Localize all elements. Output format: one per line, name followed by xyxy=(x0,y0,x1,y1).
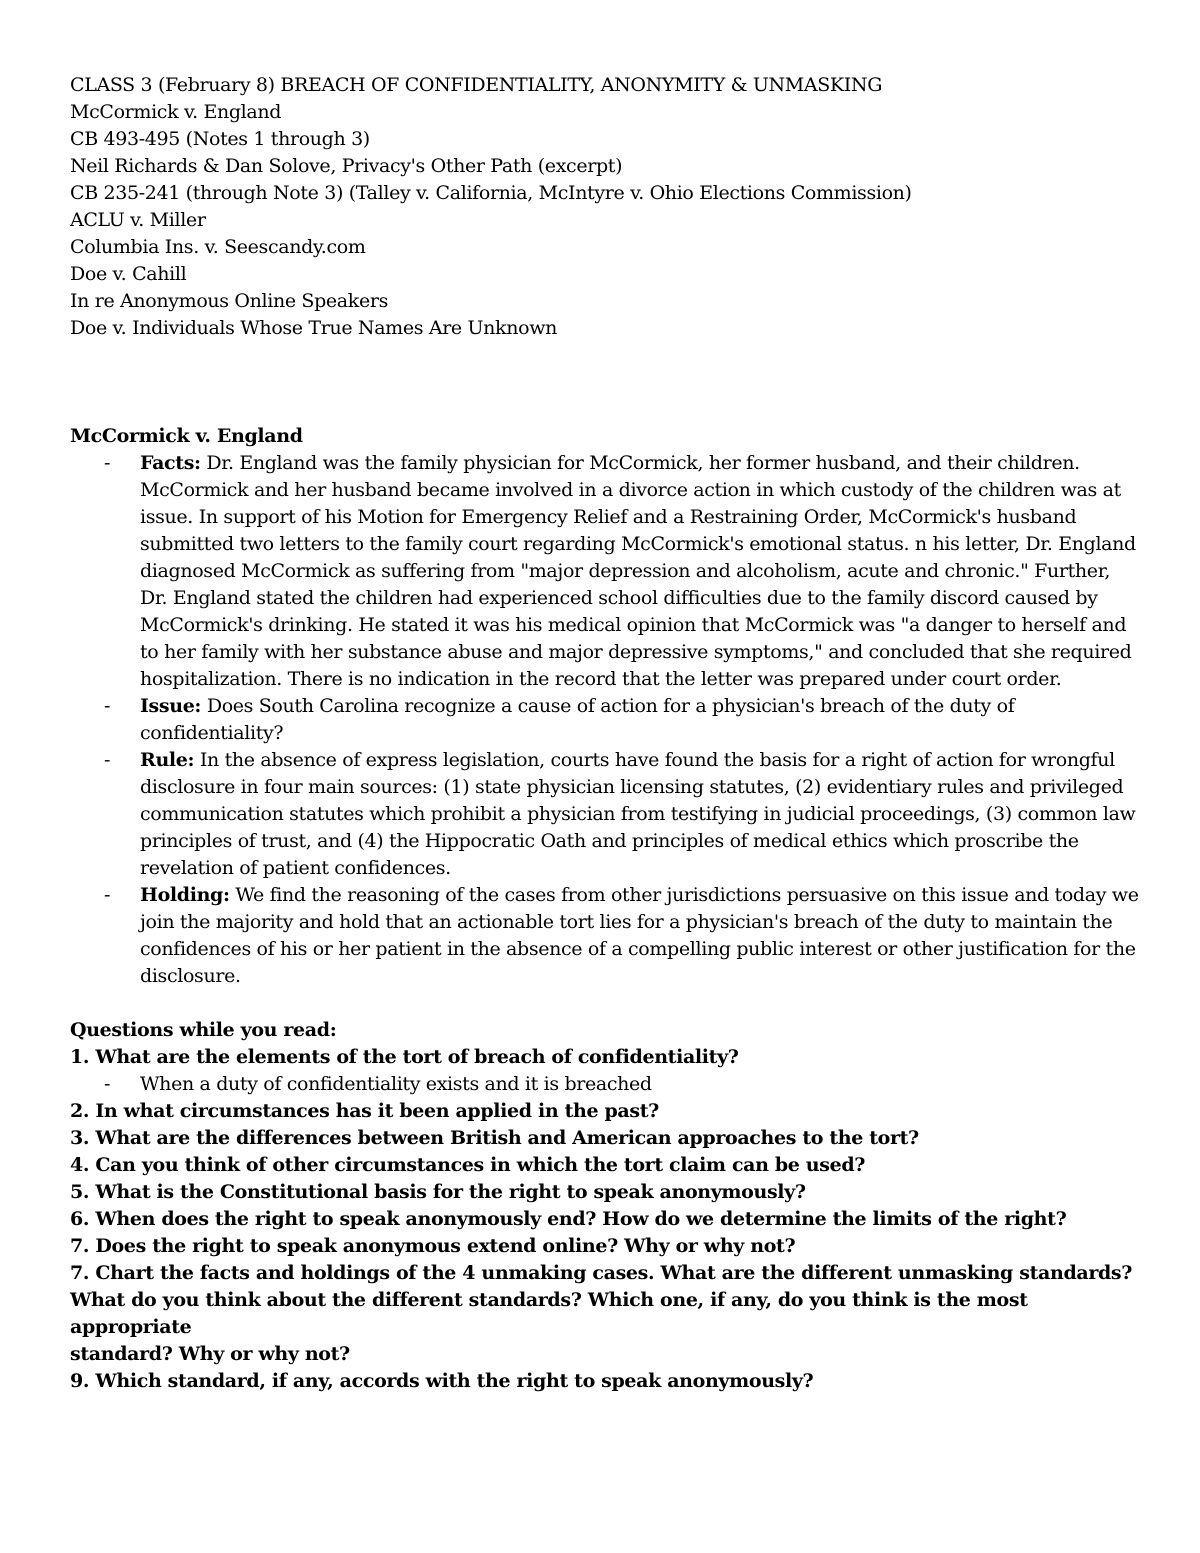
holding-label: Holding: xyxy=(140,884,230,906)
issue-item xyxy=(70,693,1140,747)
question-1: 1. What are the elements of the tort of breach of confidentiality? xyxy=(70,1046,739,1068)
class-title: CLASS 3 (February 8) BREACH OF CONFIDENTIALITY, ANONYMITY & UNMASKING xyxy=(70,74,883,96)
reading-item: ACLU v. Miller xyxy=(70,209,206,231)
facts-item xyxy=(70,450,1140,693)
question-4: 4. Can you think of other circumstances in which the tort claim can be used? xyxy=(70,1154,866,1176)
case-brief xyxy=(70,423,1140,990)
reading-item: In re Anonymous Online Speakers xyxy=(70,290,388,312)
question-8-line-1: 7. Chart the facts and holdings of the 4 unmaking cases. What are the different unmasking standards? xyxy=(70,1262,1133,1284)
section-spacer xyxy=(70,990,1140,1017)
case-heading: McCormick v. England xyxy=(70,425,303,447)
reading-item: Doe v. Cahill xyxy=(70,263,187,285)
rule-label: Rule: xyxy=(140,749,195,771)
issue-label: Issue: xyxy=(140,695,202,717)
issue-text: Does South Carolina recognize a cause of action for a physician's breach of the duty of confidentiality? xyxy=(140,695,1015,744)
question-5: 5. What is the Constitutional basis for the right to speak anonymously? xyxy=(70,1181,806,1203)
questions-section xyxy=(70,1017,1140,1395)
facts-text: Dr. England was the family physician for McCormick, her former husband, and their children. McCormick and her husband became involved in a divorce action in which custody of the children was at issue. In support of his Motion for Emergency Relief and a Restraining Order, McCormick's husband submitted two letters to the family court regarding McCormick's emotional status. n his letter, Dr. England diagnosed McCormick as suffering from "major depression and alcoholism, acute and chronic." Further, Dr. England stated the children had experienced school difficulties due to the family discord caused by McCormick's drinking. He stated it was his medical opinion that McCormick was "a danger to herself and to her family with her substance abuse and major depressive symptoms," and concluded that she required hospitalization. There is no indication in the record that the letter was prepared under court order. xyxy=(140,452,1136,690)
rule-text: In the absence of express legislation, courts have found the basis for a right of action for wrongful disclosure in four main sources: (1) state physician licensing statutes, (2) evidentiary rules and privileged communication statutes which prohibit a physician from testifying in judicial proceedings, (3) common law principles of trust, and (4) the Hippocratic Oath and principles of medical ethics which proscribe the revelation of patient confidences. xyxy=(140,749,1136,879)
reading-item: CB 235-241 (through Note 3) (Talley v. California, McIntyre v. Ohio Elections Commission) xyxy=(70,182,912,204)
reading-list xyxy=(70,72,1140,342)
reading-item: CB 493-495 (Notes 1 through 3) xyxy=(70,128,370,150)
reading-item: Columbia Ins. v. Seescandy.com xyxy=(70,236,366,258)
question-2: 2. In what circumstances has it been applied in the past? xyxy=(70,1100,659,1122)
holding-text: We find the reasoning of the cases from other jurisdictions persuasive on this issue and today we join the majority and hold that an actionable tort lies for a physician's breach of the duty to maintain the confidences of his or her patient in the absence of a compelling public interest or other justification for the disclosure. xyxy=(140,884,1139,987)
facts-label: Facts: xyxy=(140,452,201,474)
question-6: 6. When does the right to speak anonymously end? How do we determine the limits of the right? xyxy=(70,1208,1067,1230)
reading-item: Doe v. Individuals Whose True Names Are Unknown xyxy=(70,317,557,339)
document-body xyxy=(70,72,1140,1395)
questions-heading: Questions while you read: xyxy=(70,1019,337,1041)
question-3: 3. What are the differences between British and American approaches to the tort? xyxy=(70,1127,919,1149)
reading-item: Neil Richards & Dan Solove, Privacy's Other Path (excerpt) xyxy=(70,155,623,177)
question-9: 9. Which standard, if any, accords with the right to speak anonymously? xyxy=(70,1370,814,1392)
question-1-answer: - When a duty of confidentiality exists and it is breached xyxy=(70,1071,1140,1098)
case-brief-list xyxy=(70,450,1140,990)
rule-item xyxy=(70,747,1140,882)
question-7: 7. Does the right to speak anonymous extend online? Why or why not? xyxy=(70,1235,796,1257)
reading-item: McCormick v. England xyxy=(70,101,282,123)
question-8-line-3: standard? Why or why not? xyxy=(70,1343,350,1365)
question-8-line-2: What do you think about the different standards? Which one, if any, do you think is the most appropriate xyxy=(70,1289,1028,1338)
holding-item xyxy=(70,882,1140,990)
section-spacer xyxy=(70,342,1140,423)
